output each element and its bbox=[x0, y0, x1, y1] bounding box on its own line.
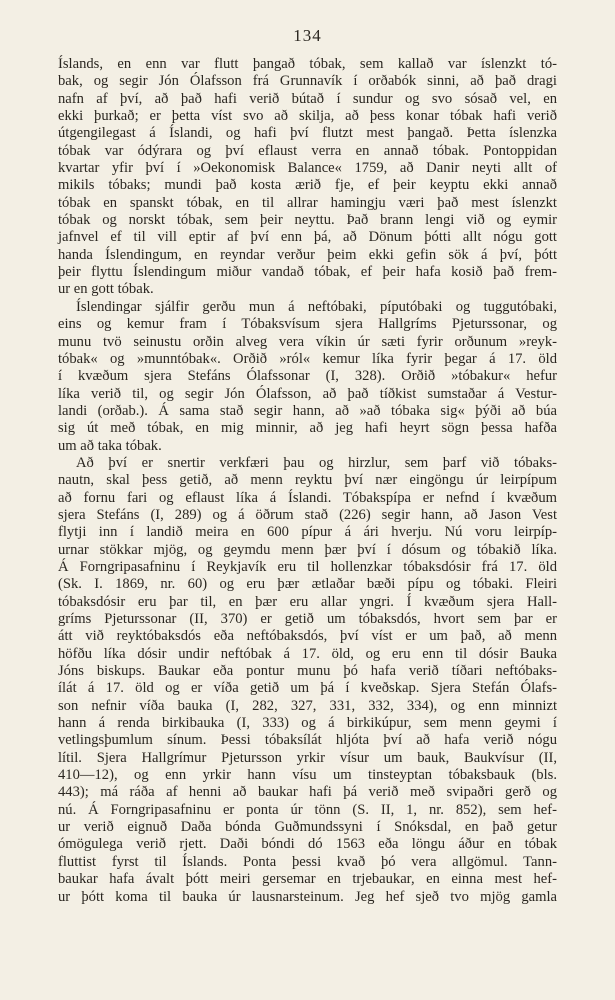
text-line: í kvæðum sjera Stefáns Ólafssonar (I, 328). Orðið »tóbakur« hefur bbox=[58, 368, 557, 385]
text-line: sjera Stefáns (I, 289) og á öðrum stað (226) segir hann, að Jason Vest bbox=[58, 506, 557, 523]
text-line: tóbak var ódýrara og því eflaust verra en annað tóbak. Pontoppidan bbox=[58, 142, 557, 159]
text-line: mikils tóbaks; mundi það kosta ærið fje, ef þeir keyptu ekki annað bbox=[58, 177, 557, 194]
text-line: nautn, skal þess getið, að menn reyktu því nær eingöngu úr leirpípum bbox=[58, 472, 557, 489]
page-number: 134 bbox=[293, 26, 322, 45]
text-line: fluttist fyrst til Íslands. Ponta þessi kvað þó vera allgömul. Tann- bbox=[58, 853, 557, 870]
text-line: bak, og segir Jón Ólafsson frá Grunnavík í orðabók sinni, að það dragi bbox=[58, 73, 557, 90]
text-line: handa Íslendingum, en reyndar verður þeim ekki gefin sök á því, þótt bbox=[58, 246, 557, 263]
text-line: lítil. Sjera Hallgrímur Pjetursson yrkir vísur um bauk, Baukvísur (II, bbox=[58, 749, 557, 766]
text-line: 410—12), og enn yrkir hann vísu um tinsteyptan tóbaksbauk (bls. bbox=[58, 767, 557, 784]
text-line: ur verið eignuð Daða bónda Guðmundssyni í Snóksdal, en það getur bbox=[58, 819, 557, 836]
text-line: flytji inn í landið meira en 600 pípur á ári hverju. Nú voru leirpíp- bbox=[58, 524, 557, 541]
text-line: munu tvö seinustu orðin alveg vera víkin úr sæti fyrir orðunum »reyk- bbox=[58, 333, 557, 350]
text-line: ekki þurkað; er þetta víst svo að skilja, að þess konar tóbak hafi verið bbox=[58, 108, 557, 125]
text-line: ur þótt koma til bauka úr lausnarsteinum. Jeg hef sjeð tvo mjög gamla bbox=[58, 888, 557, 905]
text-line: ílát á 17. öld og er víða getið um þá í kveðskap. Sjera Stefán Ólafs- bbox=[58, 680, 557, 697]
text-line: hann á renda birkibauka (I, 333) og á birkikúpur, sem menn geymi í bbox=[58, 715, 557, 732]
text-line: tóbak« og »munntóbak«. Orðið »ról« kemur líka fyrir þegar á 17. öld bbox=[58, 350, 557, 367]
text-line: Íslendingar sjálfir gerðu mun á neftóbaki, píputóbaki og tuggutóbaki, bbox=[76, 298, 557, 315]
text-line: tóbak og norskt tóbak, sem þeir neyttu. Það brann lengi við og eymir bbox=[58, 212, 557, 229]
text-line: nafn af því, að það hafi verið bútað í sundur og svo sósað vel, en bbox=[58, 90, 557, 107]
text-line: nú. Á Forngripasafninu er ponta úr tönn (S. II, 1, nr. 852), sem hef- bbox=[58, 801, 557, 818]
text-line: átt við reyktóbaksdós eða neftóbaksdós, því víst er um það, að menn bbox=[58, 628, 557, 645]
text-line: urnar stökkar mjög, og geymdu menn þær því í dósum og tóbakið líka. bbox=[58, 541, 557, 558]
text-line: Íslands, en enn var flutt þangað tóbak, sem kallað var íslenzkt tó- bbox=[58, 56, 557, 72]
text-line: útgengilegast á Íslandi, og hafi því flutzt mest þangað. Þetta íslenzka bbox=[58, 125, 557, 142]
text-line: baukar hafa ávalt þótt meiri gersemar en trjebaukar, en einna mest hef- bbox=[58, 871, 557, 888]
text-line: eins og kemur fram í Tóbaksvísum sjera Hallgríms Pjeturssonar, og bbox=[58, 316, 557, 333]
text-line: um að taka tóbak. bbox=[58, 437, 162, 454]
text-line: kvartar yfir því í »Oekonomisk Balance« 1759, að Danir neyti allt of bbox=[58, 160, 557, 177]
text-line: sig út með tóbak, en mig minnir, að jeg hafi heyrt sögn þessa hafða bbox=[58, 420, 557, 437]
text-line: gríms Pjeturssonar (II, 370) er getið um tóbaksdós, hvort sem þar er bbox=[58, 611, 557, 627]
text-line: tóbaksdósir eru þar til, en þær eru allar yngri. Í kvæðum sjera Hall- bbox=[58, 593, 557, 610]
text-line: Á Forngripasafninu í Reykjavík eru til hollenzkar tóbaksdósir frá 17. öld bbox=[58, 558, 557, 575]
text-line: (Sk. I. 1869, nr. 60) og eru þær ætlaðar bæði pípu og tóbaki. Fleiri bbox=[58, 576, 557, 593]
body-text bbox=[58, 56, 557, 906]
text-line: Að því er snertir verkfæri þau og hirzlur, sem þarf við tóbaks- bbox=[76, 454, 557, 471]
text-line: son nefnir víða bauka (I, 282, 327, 331, 332, 334), og enn minnizt bbox=[58, 697, 557, 714]
text-line: landi (orðab.). Á sama stað segir hann, að »að tóbaka sig« þýði að búa bbox=[58, 402, 557, 419]
text-line: ómögulega verið rjett. Daði bóndi dó 1563 eða löngu áður en tóbak bbox=[58, 836, 557, 853]
text-line: vetlingsþumlum sínum. Þessi tóbaksílát hljóta því að hafa verið nógu bbox=[58, 732, 557, 749]
text-line: höfðu líka dósir undir neftóbak á 17. öld, og eru enn til dósir Bauka bbox=[58, 645, 557, 662]
text-line: þeir flyttu Íslendingum miður vandað tóbak, ef þeir hafa kosið það frem- bbox=[58, 264, 557, 281]
text-line: líka verið til, og segir Jón Ólafsson, að það tíðkist sumstaðar á Vestur- bbox=[58, 385, 557, 402]
text-line: 443); má ráða af henni að baukar hafi þá verið með svipaðri gerð og bbox=[58, 784, 557, 801]
text-line: tóbak en spanskt tóbak, en til allrar hamingju væri það mest íslenzkt bbox=[58, 194, 557, 211]
text-line: Jóns biskups. Baukar eða pontur munu þó hafa verið tíðari neftóbaks- bbox=[58, 663, 557, 680]
text-line: að fornu fari og eflaust líka á Íslandi. Tóbakspípa er nefnd í kvæðum bbox=[58, 489, 557, 506]
text-line: ur en gott tóbak. bbox=[58, 281, 154, 298]
text-line: jafnvel ef til vill eptir af því enn þá, að Dönum þótti allt nógu gott bbox=[58, 229, 557, 246]
